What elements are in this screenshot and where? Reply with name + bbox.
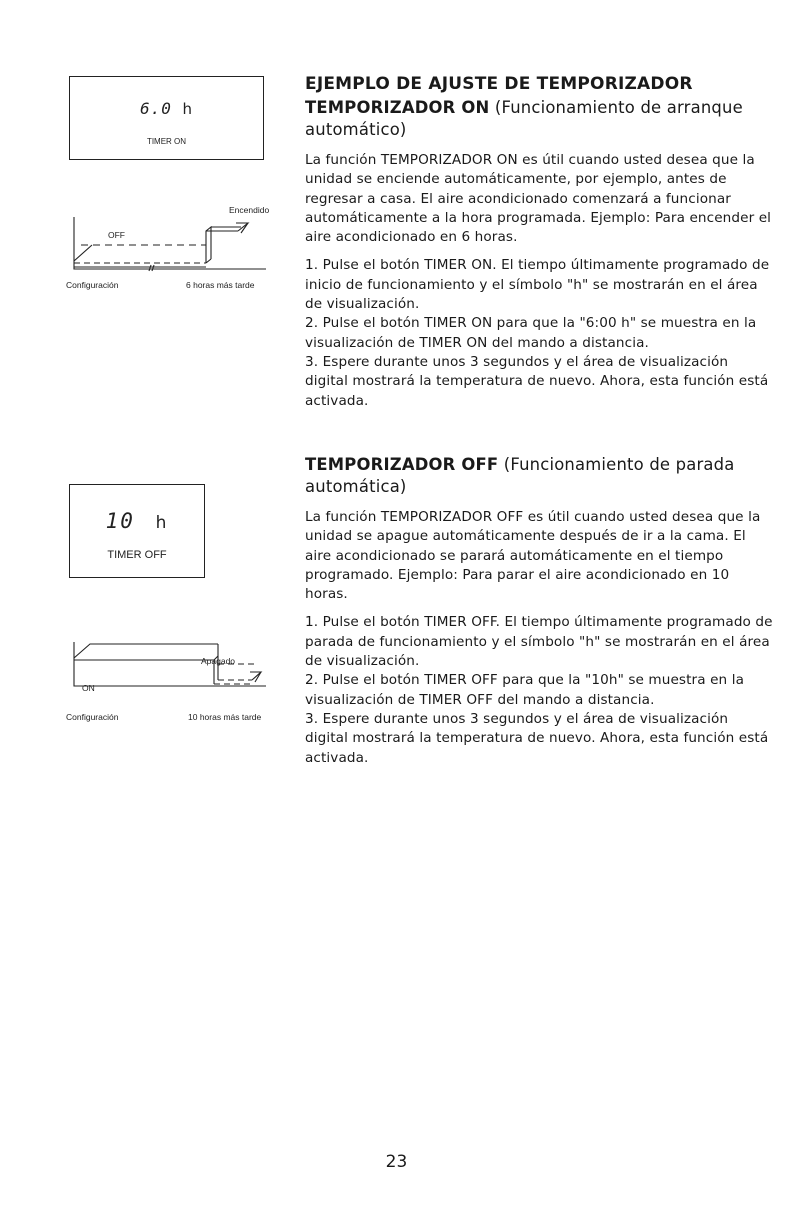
timer-off-step-1: 1. Pulse el botón TIMER OFF. El tiempo últimamente programado de parada de funcionamiento y el símbolo "h" se mostrarán en el área de visualización. (305, 614, 773, 670)
timer-on-heading-rest: (Funcionamiento de arranque automático) (305, 98, 743, 139)
timer-on-display (69, 76, 264, 160)
timer-off-state-label: ON (82, 683, 95, 693)
timer-off-heading (305, 454, 775, 498)
timer-on-step-2: 2. Pulse el botón TIMER ON para que la "6:00 h" se muestra en la visualización de TIMER ON del mando a distancia. (305, 315, 757, 351)
timer-off-caption: TIMER OFF (107, 549, 167, 561)
timer-off-heading-rest: (Funcionamiento de parada automática) (305, 455, 735, 496)
timer-off-time-caption: 10 horas más tarde (188, 712, 262, 722)
timer-off-value (70, 509, 204, 533)
timer-on-step-1: 1. Pulse el botón TIMER ON. El tiempo últimamente programado de inicio de funcionamiento y el símbolo "h" se mostrarán en el área de visualización. (305, 257, 770, 313)
timer-on-end-label: Encendido (229, 205, 270, 215)
timer-off-display (69, 484, 205, 578)
timer-on-step-3: 3. Espere durante unos 3 segundos y el área de visualización digital mostrará la temperatura de nuevo. Ahora, esta función está activada. (305, 353, 769, 409)
timer-off-step-2: 2. Pulse el botón TIMER OFF para que la "10h" se muestra en la visualización de TIMER OFF del mando a distancia. (305, 672, 744, 708)
timer-off-diagram (66, 640, 276, 706)
timer-on-unit: h (182, 100, 194, 118)
timer-off-heading-bold: TEMPORIZADOR OFF (305, 455, 499, 474)
timer-on-state-label: OFF (108, 230, 125, 240)
timer-on-heading (305, 97, 775, 141)
timer-off-start-caption: Configuración (66, 712, 119, 722)
timer-on-intro: La función TEMPORIZADOR ON es útil cuando usted desea que la unidad se enciende automáticamente, por ejemplo, antes de regresar a casa. El aire acondicionado comenzará a funcionar automáticamente a la hora programada. Ejemplo: Para encender el aire acondicionado en 6 horas. (305, 152, 772, 246)
timer-on-start-caption: Configuración (66, 280, 119, 290)
timer-on-heading-bold: TEMPORIZADOR ON (305, 98, 490, 117)
timer-on-time-caption: 6 horas más tarde (186, 280, 255, 290)
timer-off-intro: La función TEMPORIZADOR OFF es útil cuando usted desea que la unidad se apague automáticamente después de ir a la cama. El aire acondicionado se parará automáticamente en el tiempo programado. Ejemplo: Para parar el aire acondicionado en 10 horas. (305, 509, 761, 603)
timer-off-unit: h (155, 513, 169, 533)
timer-on-digits: 6.0 (139, 99, 172, 118)
section-title: EJEMPLO DE AJUSTE DE TEMPORIZADOR (305, 74, 693, 94)
timer-off-end-label: Apagado (201, 656, 236, 666)
timer-off-section (305, 454, 775, 768)
timer-on-diagram (66, 215, 276, 290)
timer-on-caption: TIMER ON (146, 137, 187, 146)
timer-on-section (305, 74, 775, 411)
timer-off-digits: 10 (105, 509, 135, 533)
page-number: 23 (385, 1152, 408, 1172)
timer-on-value (70, 99, 263, 118)
timer-off-step-3: 3. Espere durante unos 3 segundos y el área de visualización digital mostrará la temperatura de nuevo. Ahora, esta función está activada. (305, 710, 769, 766)
